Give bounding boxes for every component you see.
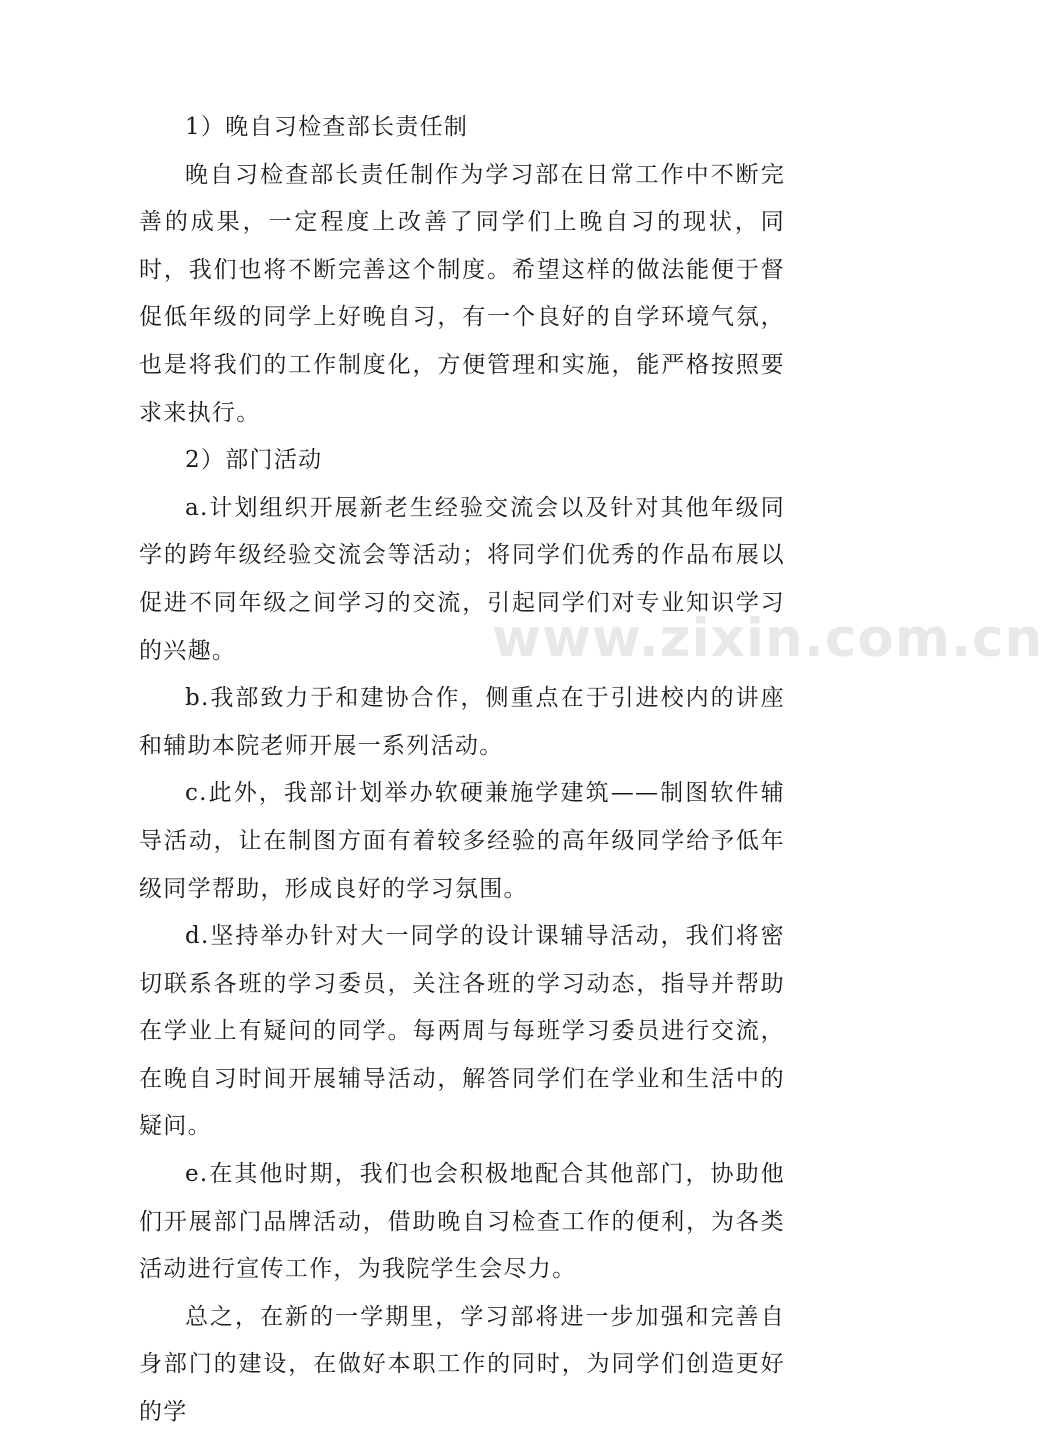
paragraph-item-e: e.在其他时期，我们也会积极地配合其他部门，协助他们开展部门品牌活动，借助晚自习检查工作的便利，为各类活动进行宣传工作，为我院学生会尽力。 [139,1161,785,1283]
paragraph-item-d: d.坚持举办针对大一同学的设计课辅导活动，我们将密切联系各班的学习委员，关注各班的学习动态，指导并帮助在学业上有疑问的同学。每两周与每班学习委员进行交流，在晚自习时间开展辅导活动，解答同学们在学业和生活中的疑问。 [139,923,785,1140]
paragraph-evening-study-description: 晚自习检查部长责任制作为学习部在日常工作中不断完善的成果，一定程度上改善了同学们上晚自习的现状，同时，我们也将不断完善这个制度。希望这样的做法能便于督促低年级的同学上好晚自习，有一个良好的自学环境气氛，也是将我们的工作制度化，方便管理和实施，能严格按照要求来执行。 [139,161,785,426]
watermark: www.zixin.com.cn [492,608,1043,669]
document-body [139,104,785,1437]
paragraph-item-c: c.此外，我部计划举办软硬兼施学建筑——制图软件辅导活动，让在制图方面有着较多经验的高年级同学给予低年级同学帮助，形成良好的学习氛围。 [139,780,785,902]
heading-evening-study-responsibility: 1）晚自习检查部长责任制 [185,114,469,140]
paragraph-item-b: b.我部致力于和建协合作，侧重点在于引进校内的讲座和辅助本院老师开展一系列活动。 [139,685,785,759]
paragraph-item-a: a.计划组织开展新老生经验交流会以及针对其他年级同学的跨年级经验交流会等活动；将同学们优秀的作品布展以促进不同年级之间学习的交流，引起同学们对专业知识学习的兴趣。 [139,494,785,664]
paragraph-summary: 总之，在新的一学期里，学习部将进一步加强和完善自身部门的建设，在做好本职工作的同时，为同学们创造更好的学 [139,1303,785,1426]
heading-department-activities: 2）部门活动 [185,447,323,474]
